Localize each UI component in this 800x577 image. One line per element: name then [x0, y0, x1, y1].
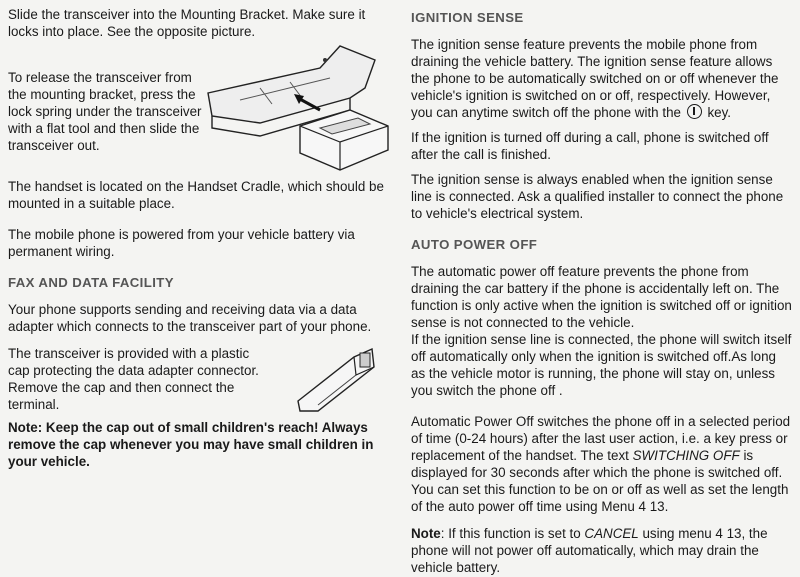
power-paragraph: The mobile phone is powered from your vehicle battery via permanent wiring. [8, 227, 355, 259]
release-instruction: To release the transceiver from the mounting bracket, press the lock spring under the transceiver with a flat tool and then slide the transceiver out. [8, 70, 202, 153]
auto-power-off-paragraph-2: If the ignition sense line is connected, the phone will switch itself off automatically only when the ignition is switched off.As long as the vehicle motor is running, the phone will stay on, unless you switch the phone off . [411, 332, 792, 398]
ignition-paragraph-3: The ignition sense is always enabled when the ignition sense line is connected. Ask a qualified installer to connect the phone to vehicle's electrical system. [411, 172, 784, 221]
mounting-bracket-illustration [200, 38, 390, 178]
left-column [8, 0, 388, 470]
auto-power-off-paragraph-1: The automatic power off feature prevents the phone from draining the car battery if the phone is accidentally left on. The function is only active when the ignition is switched off or ignition sense is not connected to the vehicle. [411, 264, 792, 330]
note-text-b: using menu 4 13, the phone will not power off automatically, which may drain the vehicle battery. [411, 526, 768, 575]
ignition-text-b: key. [707, 105, 732, 120]
auto-power-off-heading: AUTO POWER OFF [411, 237, 538, 252]
ignition-paragraph-2: If the ignition is turned off during a call, phone is switched off after the call is finished. [411, 130, 769, 162]
note-text-a: : If this function is set to [440, 526, 581, 541]
ignition-text-a: The ignition sense feature prevents the mobile phone from draining the vehicle battery. The ignition sense feature allows the phone to be automatically switched on or off whenever the vehicle's ignition is switched on or off, respectively. However, you can anytime switch off the phone with the [411, 37, 779, 120]
fax-heading: FAX AND DATA FACILITY [8, 275, 174, 290]
mounting-instruction: Slide the transceiver into the Mounting Bracket. Make sure it locks into place. See the opposite picture. [8, 7, 366, 39]
auto-power-off-paragraph-3 [411, 413, 793, 515]
data-adapter-paragraph: Your phone supports sending and receiving data via a data adapter which connects to the transceiver part of your phone. [8, 302, 372, 334]
cap-warning-note: Note: Keep the cap out of small children's reach! Always remove the cap whenever you may have small children in your vehicle. [8, 420, 374, 469]
right-column [411, 0, 793, 576]
auto-power-off-note [411, 525, 793, 576]
cancel-text: CANCEL [584, 526, 639, 541]
switching-off-text: SWITCHING OFF [632, 448, 740, 463]
note-label: Note [411, 526, 441, 541]
cap-section [8, 345, 388, 417]
mounting-section [8, 0, 388, 178]
cap-paragraph: The transceiver is provided with a plastic cap protecting the data adapter connector. Remove the cap and then connect the terminal. [8, 346, 259, 412]
ignition-heading: IGNITION SENSE [411, 10, 524, 25]
power-key-icon [687, 104, 702, 119]
handset-paragraph: The handset is located on the Handset Cradle, which should be mounted in a suitable place. [8, 179, 384, 211]
apo-text-b: is displayed for 30 seconds after which the phone is switched off. You can set this function to be on or off as well as set the length of the auto power off time using Menu 4 13. [411, 448, 789, 514]
ignition-paragraph-1 [411, 36, 793, 121]
transceiver-cap-illustration [294, 339, 378, 413]
apo-text-a: Automatic Power Off switches the phone off in a selected period of time (0-24 hours) after the last user action, i.e. a key press or replacement of the handset. The text [411, 414, 791, 463]
